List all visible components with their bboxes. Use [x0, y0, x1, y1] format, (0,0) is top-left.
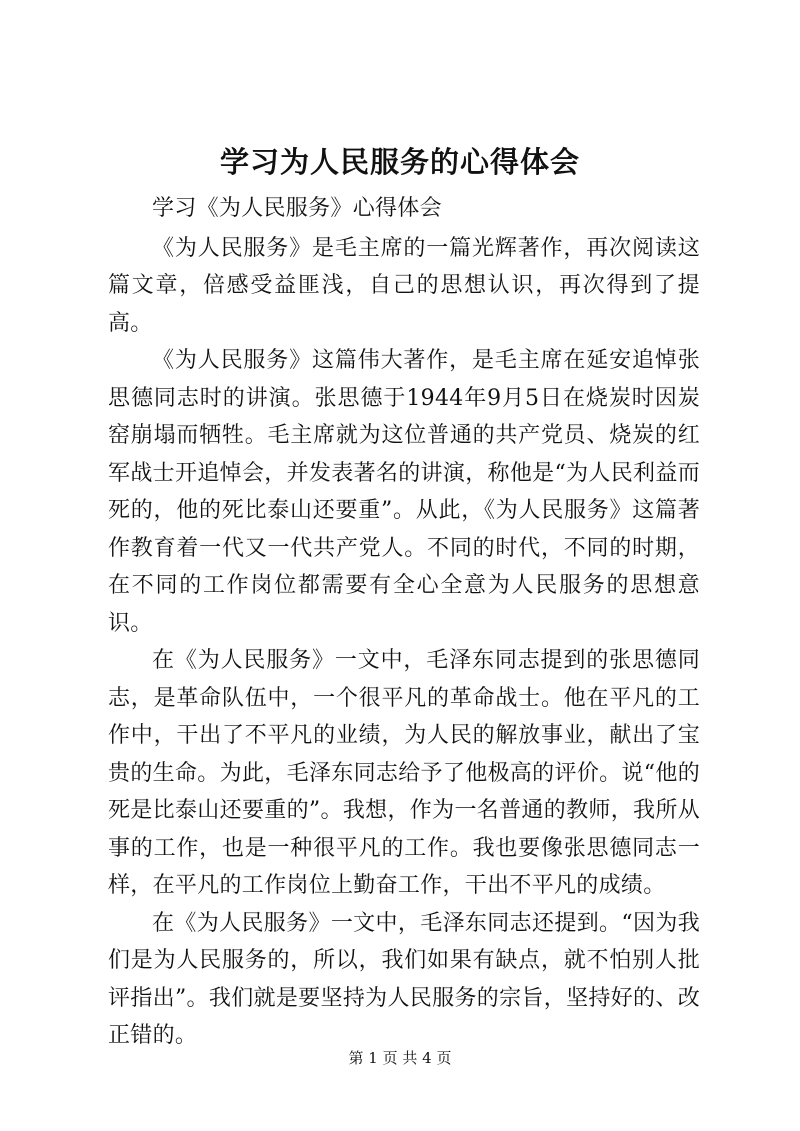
document-title: 学习为人民服务的心得体会	[219, 145, 580, 179]
document-subtitle: 学习《为人民服务》心得体会	[152, 196, 442, 221]
paragraph-2: 《为人民服务》这篇伟大著作，是毛主席在延安追悼张思德同志时的讲演。张思德于1944年9月5日在烧炭时因炭窑崩塌而牺牲。毛主席就为这位普通的共产党员、烧炭的红军战士开追悼会，并发表著名的讲演，称他是“为人民利益而死的，他的死比泰山还要重”。从此，《为人民服务》这篇著作教育着一代又一代共产党人。不同的时代，不同的时期，在不同的工作岗位都需要有全心全意为人民服务的思想意识。	[108, 348, 700, 636]
paragraph-4: 在《为人民服务》一文中，毛泽东同志还提到。“因为我们是为人民服务的，所以，我们如果有缺点，就不怕别人批评指出”。我们就是要坚持为人民服务的宗旨，坚持好的、改正错的。	[108, 910, 700, 1048]
paragraph-3: 在《为人民服务》一文中，毛泽东同志提到的张思德同志，是革命队伍中，一个很平凡的革命战士。他在平凡的工作中，干出了不平凡的业绩，为人民的解放事业，献出了宝贵的生命。为此，毛泽东同志给予了他极高的评价。说“他的死是比泰山还要重的”。我想，作为一名普通的教师，我所从事的工作，也是一种很平凡的工作。我也要像张思德同志一样，在平凡的工作岗位上勤奋工作，干出不平凡的成绩。	[108, 648, 700, 898]
page-footer: 第 1 页 共 4 页	[348, 1049, 452, 1067]
paragraph-1: 《为人民服务》是毛主席的一篇光辉著作，再次阅读这篇文章，倍感受益匪浅，自己的思想认识，再次得到了提高。	[108, 235, 700, 336]
document-body	[108, 190, 700, 1055]
